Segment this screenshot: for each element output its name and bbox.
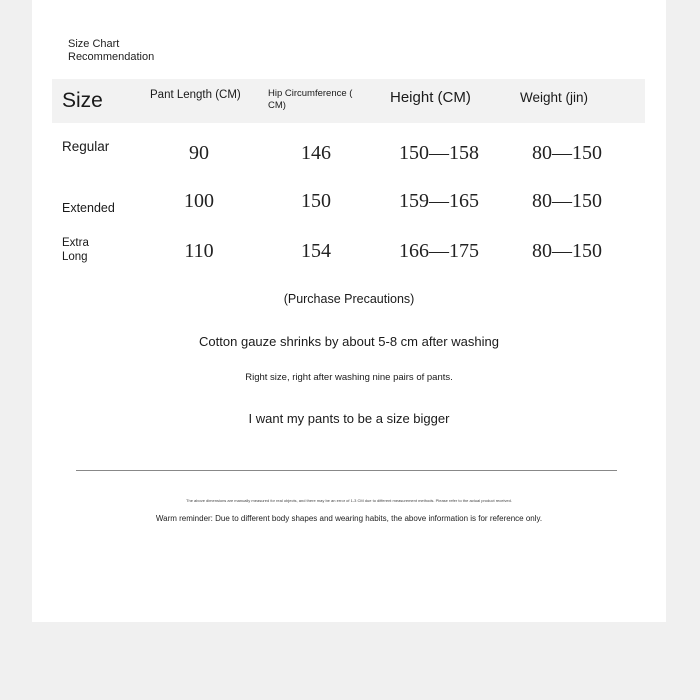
header-height: Height (CM) xyxy=(390,89,471,106)
header-pant-length: Pant Length (CM) xyxy=(150,89,241,101)
cell-extra-long-height: 166—175 xyxy=(399,240,479,262)
cell-regular-pant-length: 90 xyxy=(189,142,209,164)
header-hip-circumference: Hip Circumference ( CM) xyxy=(268,88,353,111)
cell-extended-pant-length: 100 xyxy=(184,190,214,212)
purchase-precautions-title: (Purchase Precautions) xyxy=(283,292,415,306)
measurement-note: The above dimensions are manually measured for real objects, and there may be an error of 1-3 CM due to different measurement methods. Please refer to the actual product received. xyxy=(186,498,512,503)
size-chart-heading xyxy=(68,38,154,64)
heading-line-1: Size Chart xyxy=(68,38,120,50)
heading-line-2: Recommendation xyxy=(68,51,155,63)
cell-extended-hip: 150 xyxy=(301,190,331,212)
cell-extra-long-weight: 80—150 xyxy=(532,240,602,262)
divider-line xyxy=(76,470,617,471)
size-bigger-note: I want my pants to be a size bigger xyxy=(248,411,450,426)
size-chart-card xyxy=(32,0,666,622)
cell-regular-height: 150—158 xyxy=(399,142,479,164)
shrink-note: Cotton gauze shrinks by about 5-8 cm after washing xyxy=(199,334,499,349)
cell-regular-hip: 146 xyxy=(301,142,331,164)
header-size: Size xyxy=(62,89,103,112)
table-header-row xyxy=(52,79,645,123)
cell-extra-long-pant-length: 110 xyxy=(184,240,214,262)
cell-regular-weight: 80—150 xyxy=(532,142,602,164)
header-weight: Weight (jin) xyxy=(520,90,589,105)
row-label-extended: Extended xyxy=(62,201,115,215)
row-label-extra-long: Extra Long xyxy=(62,237,89,263)
cell-extended-weight: 80—150 xyxy=(532,190,602,212)
right-size-note: Right size, right after washing nine pairs of pants. xyxy=(245,372,453,383)
row-label-regular: Regular xyxy=(62,139,110,154)
cell-extended-height: 159—165 xyxy=(399,190,479,212)
cell-extra-long-hip: 154 xyxy=(301,240,331,262)
warm-reminder: Warm reminder: Due to different body shapes and wearing habits, the above information is for reference only. xyxy=(155,514,543,523)
